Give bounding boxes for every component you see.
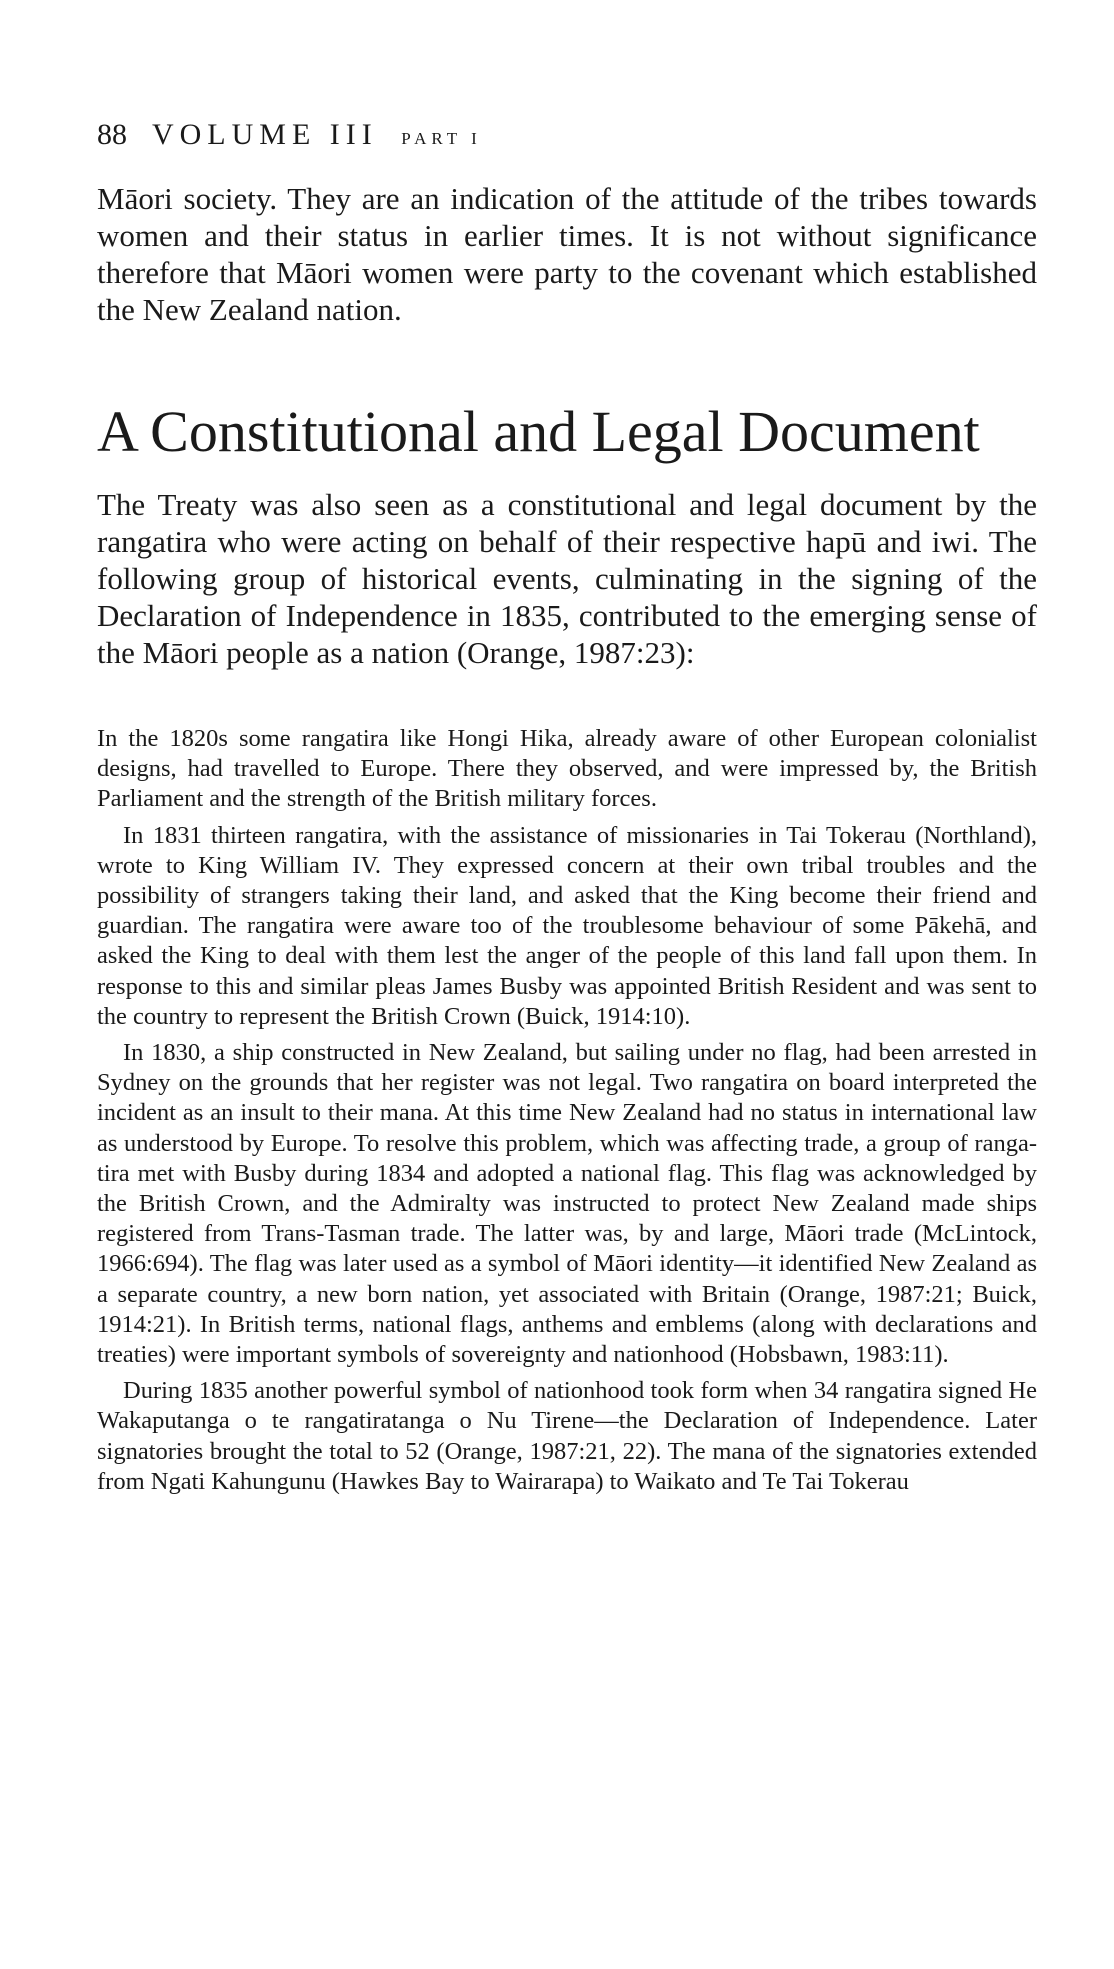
page-number: 88: [97, 118, 127, 151]
quoted-paragraph: During 1835 another powerful symbol of nationhood took form when 34 rangatira signed He Wakaputanga o te rangatiratanga o Nu Tirene—the Declaration of Independence. Later signatories brought the total to 52 (Orange, 1987:21, 22). The mana of the signatories extended from Ngati Kahungunu (Hawkes Bay to Wairarapa) to Waikato and Te Tai Tokerau: [97, 1377, 1037, 1495]
section-heading: A Constitutional and Legal Document: [97, 399, 980, 464]
quoted-paragraph: In the 1820s some rangatira like Hongi Hika, already aware of other European colonialist designs, had travelled to Europe. There they observed, and were impressed by, the British Parliament and the strength of the British military forces.: [97, 725, 1037, 813]
lead-paragraph: The Treaty was also seen as a constitutional and legal document by the rangatira who were acting on behalf of their respective hapū and iwi. The following group of historical events, culminating in the signing of the Declaration of Independence in 1835, contributed to the emerging sense of the Māori people as a nation (Orange, 1987:23):: [97, 487, 1037, 670]
quoted-paragraph: In 1830, a ship constructed in New Zealand, but sailing under no flag, had been arrested in Sydney on the grounds that her register was not legal. Two rangatira on board interpreted the incident as an insult to their mana. At this time New Zealand had no status in international law as understood by Europe. To resolve this problem, which was affecting trade, a group of rangatira met with Busby during 1834 and adopted a national flag. This flag was acknowledged by the British Crown, and the Admiralty was instructed to protect New Zealand made ships registered from Trans-Tasman trade. The latter was, by and large, Māori trade (McLintock, 1966:694). The flag was later used as a symbol of Māori identity—it identified New Zealand as a separate country, a new born nation, yet associated with Britain (Orange, 1987:21; Buick, 1914:21). In British terms, national flags, anthems and emblems (along with declarations and treaties) were important symbols of sovereignty and nationhood (Hobsbawn, 1983:11).: [97, 1039, 1037, 1369]
running-head: [97, 118, 482, 152]
part-label: PART I: [401, 129, 482, 148]
quoted-events-block: [97, 724, 1037, 1497]
volume-label: VOLUME III: [151, 118, 378, 151]
intro-paragraph: Māori society. They are an indication of the attitude of the tribes towards women and their status in earlier times. It is not without significance therefore that Māori women were party to the covenant which established the New Zealand nation.: [97, 181, 1037, 327]
quoted-paragraph: In 1831 thirteen rangatira, with the assistance of missionaries in Tai Tokerau (Northland), wrote to King William IV. They expressed concern at their own tribal troubles and the possibility of strangers taking their land, and asked that the King become their friend and guardian. The rangatira were aware too of the troublesome behaviour of some Pākehā, and asked the King to deal with them lest the anger of the people of this land fall upon them. In response to this and similar pleas James Busby was appointed British Resident and was sent to the country to represent the British Crown (Buick, 1914:10).: [97, 821, 1037, 1030]
